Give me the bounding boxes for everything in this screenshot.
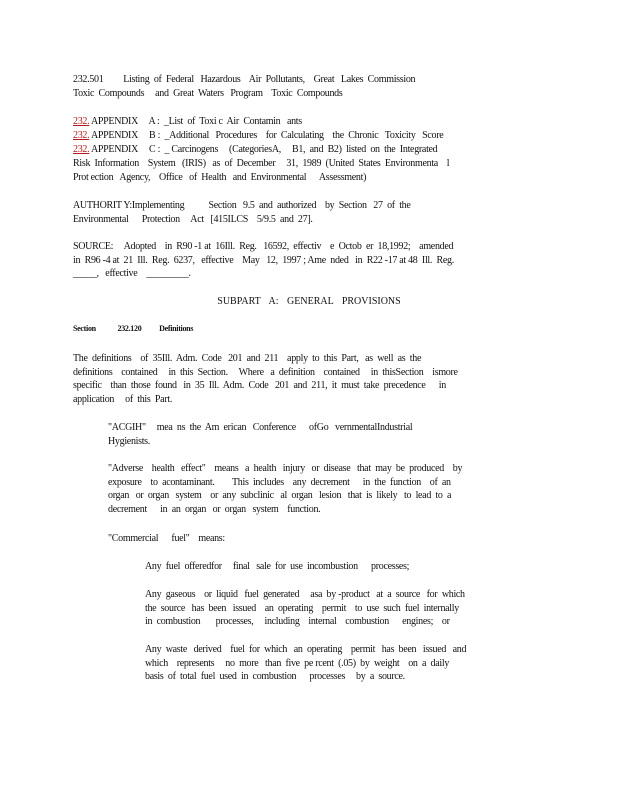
definitions-intro: The definitions of 35Ill. Adm. Code 201 and 211 apply to this Part, as well as the definitions contained in this Section. Where a definition contained in thisSection ismore specific than those found in 35 Ill. Adm. Code 201 and 211, it must take precedence in application of this Part. <box>73 353 458 405</box>
appendix-c-text: APPENDIX C : _ Carcinogens (CategoriesA, B1, and B2) listed on the Integrated <box>89 144 438 155</box>
appendix-b-entry <box>73 129 503 143</box>
authority-note: AUTHORIT Y:Implementing Section 9.5 and authorized by Section 27 of the Environmental Protection Act [415ILCS 5/9.5 and 27]. <box>73 200 411 225</box>
appendix-a-text: APPENDIX A : _List of Toxi c Air Contamin ants <box>89 116 302 127</box>
appendix-a-entry <box>73 115 503 129</box>
commercial-fuel-item-2: Any gaseous or liquid fuel generated asa by -product at a source for which the source has been issued an operating permit to use such fuel internally in combustion processes, including internal combustion engines; or <box>145 589 465 627</box>
appendix-c-continuation: Risk Information System (IRIS) as of December 31, 1989 (United States Environmenta l Prot ection Agency, Office of Health and Environmental Assessment) <box>73 158 450 183</box>
appendix-a-link[interactable]: 232. <box>73 116 90 127</box>
definition-acgih: "ACGIH" mea ns the Am erican Conference ofGo vernmentalIndustrial Hygienists. <box>108 422 413 447</box>
definition-commercial-fuel: "Commercial fuel" means: <box>108 533 225 544</box>
subpart-heading: SUBPART A: GENERAL PROVISIONS <box>217 296 401 307</box>
section-heading-number: 232.120 <box>117 324 142 333</box>
appendix-b-link[interactable]: 232. <box>73 130 90 141</box>
source-note: SOURCE: Adopted in R90 -1 at 16Ill. Reg. 16592, effectiv e Octob er 18,1992; amended in R96 -4 at 21 Ill. Reg. 6237, effective May 12, 1997 ; Ame nded in R22 -17 at 48 Ill. Reg. _____, effective _________. <box>73 241 454 279</box>
section-title-line-1: 232.501 Listing of Federal Hazardous Air Pollutants, Great Lakes Commission <box>73 74 416 85</box>
commercial-fuel-item-3: Any waste derived fuel for which an operating permit has been issued and which represents no more than five pe rcent (.05) by weight on a daily basis of total fuel used in combustion processes by a source. <box>145 644 467 682</box>
definition-adverse-health-effect: "Adverse health effect" means a health injury or disease that may be produced by exposure to acontaminant. This includes any decrement in the function of an organ or organ system or any subclinic al organ lesion that is likely to lead to a decrement in an organ or organ system function. <box>108 463 463 515</box>
section-heading <box>73 324 193 333</box>
commercial-fuel-item-1: Any fuel offeredfor final sale for use incombustion processes; <box>145 561 410 572</box>
appendix-c-entry <box>73 143 503 157</box>
section-title-line-2: Toxic Compounds and Great Waters Program Toxic Compounds <box>73 88 343 99</box>
section-heading-title: Definitions <box>159 324 194 333</box>
section-heading-label: Section <box>73 324 96 333</box>
appendix-c-link[interactable]: 232. <box>73 144 90 155</box>
appendix-b-text: APPENDIX B : _Additional Procedures for Calculating the Chronic Toxicity Score <box>89 130 444 141</box>
